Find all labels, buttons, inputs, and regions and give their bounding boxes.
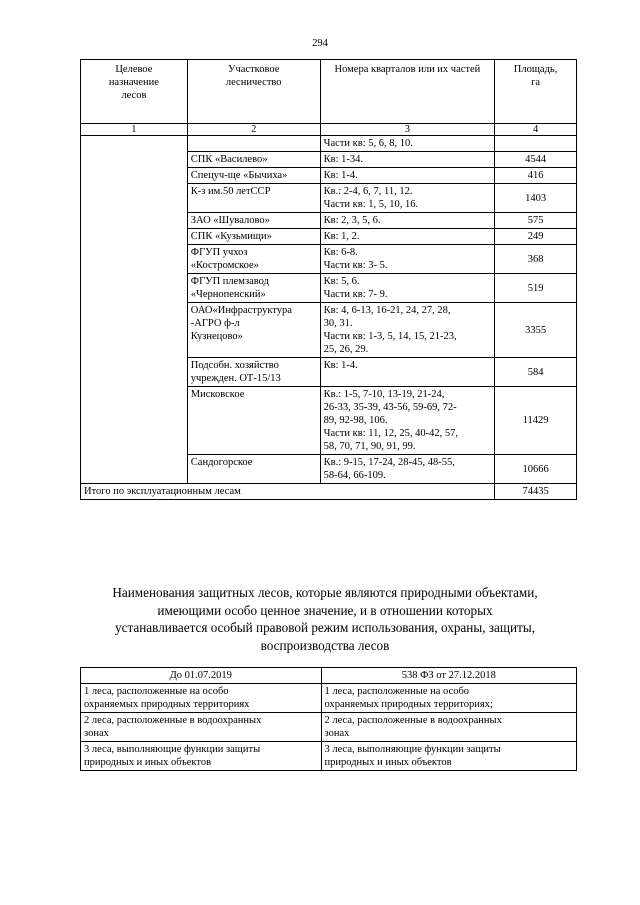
district-cell: ФГУП учхоз «Костромское» bbox=[187, 245, 320, 274]
table-body bbox=[81, 684, 577, 771]
table-row bbox=[81, 136, 577, 152]
total-value: 74435 bbox=[495, 484, 577, 500]
column-number: 2 bbox=[187, 124, 320, 136]
header-before-date: До 01.07.2019 bbox=[81, 668, 322, 684]
quarters-cell: Кв: 1-4. bbox=[320, 358, 494, 387]
table-header-row bbox=[81, 60, 577, 124]
table-row bbox=[81, 684, 577, 713]
quarters-cell: Кв: 1-34. bbox=[320, 152, 494, 168]
law-cell: 1 леса, расположенные на особо охраняемых природных территориях; bbox=[321, 684, 576, 713]
law-cell: 3 леса, выполняющие функции защиты природных и иных объектов bbox=[321, 742, 576, 771]
quarters-cell: Кв.: 1-5, 7-10, 13-19, 21-24, 26-33, 35-39, 43-56, 59-69, 72- 89, 92-98, 106. Части кв: 11, 12, 25, 40-42, 57, 58, 70, 71, 90, 91, 99. bbox=[320, 387, 494, 455]
area-cell: 1403 bbox=[495, 184, 577, 213]
header-district: Участковое лесничество bbox=[187, 60, 320, 124]
table-header-row bbox=[81, 668, 577, 684]
header-law: 538 ФЗ от 27.12.2018 bbox=[321, 668, 576, 684]
quarters-cell: Кв.: 2-4, 6, 7, 11, 12. Части кв: 1, 5, 10, 16. bbox=[320, 184, 494, 213]
area-cell: 519 bbox=[495, 274, 577, 303]
district-cell: Сандогорское bbox=[187, 455, 320, 484]
forest-quarters-table bbox=[80, 59, 577, 500]
district-cell: СПК «Василево» bbox=[187, 152, 320, 168]
table-row bbox=[81, 742, 577, 771]
column-number: 4 bbox=[495, 124, 577, 136]
total-row bbox=[81, 484, 577, 500]
column-number: 1 bbox=[81, 124, 188, 136]
area-cell: 416 bbox=[495, 168, 577, 184]
quarters-cell: Кв: 1-4. bbox=[320, 168, 494, 184]
table-row bbox=[81, 713, 577, 742]
quarters-cell: Кв: 5, 6. Части кв: 7- 9. bbox=[320, 274, 494, 303]
district-cell: Спецуч-ще «Бычиха» bbox=[187, 168, 320, 184]
district-cell: Подсобн. хозяйство учрежден. ОТ-15/13 bbox=[187, 358, 320, 387]
area-cell: 368 bbox=[495, 245, 577, 274]
quarters-cell: Кв: 6-8. Части кв: 3- 5. bbox=[320, 245, 494, 274]
district-cell bbox=[187, 136, 320, 152]
before-date-cell: 1 леса, расположенные на особо охраняемых природных территориях bbox=[81, 684, 322, 713]
quarters-cell: Части кв: 5, 6, 8, 10. bbox=[320, 136, 494, 152]
area-cell: 584 bbox=[495, 358, 577, 387]
area-cell: 4544 bbox=[495, 152, 577, 168]
total-label: Итого по эксплуатационным лесам bbox=[81, 484, 495, 500]
area-cell: 10666 bbox=[495, 455, 577, 484]
page-number: 294 bbox=[312, 38, 328, 49]
district-cell: СПК «Кузьмищи» bbox=[187, 229, 320, 245]
area-cell: 575 bbox=[495, 213, 577, 229]
district-cell: ОАО«Инфраструктура -АГРО ф-л Кузнецово» bbox=[187, 303, 320, 358]
quarters-cell: Кв: 1, 2. bbox=[320, 229, 494, 245]
district-cell: К-з им.50 летССР bbox=[187, 184, 320, 213]
law-cell: 2 леса, расположенные в водоохранных зонах bbox=[321, 713, 576, 742]
quarters-cell: Кв.: 9-15, 17-24, 28-45, 48-55, 58-64, 66-109. bbox=[320, 455, 494, 484]
quarters-cell: Кв: 2, 3, 5, 6. bbox=[320, 213, 494, 229]
purpose-cell bbox=[81, 136, 188, 484]
district-cell: Мисковское bbox=[187, 387, 320, 455]
header-quarters: Номера кварталов или их частей bbox=[320, 60, 494, 124]
area-cell: 249 bbox=[495, 229, 577, 245]
district-cell: ЗАО «Шувалово» bbox=[187, 213, 320, 229]
area-cell: 3355 bbox=[495, 303, 577, 358]
before-date-cell: 3 леса, выполняющие функции защиты природных и иных объектов bbox=[81, 742, 322, 771]
header-purpose: Целевое назначение лесов bbox=[81, 60, 188, 124]
district-cell: ФГУП племзавод «Чернопенский» bbox=[187, 274, 320, 303]
table-body bbox=[81, 136, 577, 484]
before-date-cell: 2 леса, расположенные в водоохранных зонах bbox=[81, 713, 322, 742]
area-cell: 11429 bbox=[495, 387, 577, 455]
protective-forests-table bbox=[80, 667, 577, 771]
column-number-row bbox=[81, 124, 577, 136]
section-title: Наименования защитных лесов, которые являются природными объектами, имеющими особо ценное значение, и в отношении которых устанавливается особый правовой режим использования, охраны, защиты, воспроизводства лесов bbox=[112, 585, 538, 653]
header-area: Площадь, га bbox=[495, 60, 577, 124]
quarters-cell: Кв: 4, 6-13, 16-21, 24, 27, 28, 30, 31. Части кв: 1-3, 5, 14, 15, 21-23, 25, 26, 29. bbox=[320, 303, 494, 358]
column-number: 3 bbox=[320, 124, 494, 136]
area-cell bbox=[495, 136, 577, 152]
